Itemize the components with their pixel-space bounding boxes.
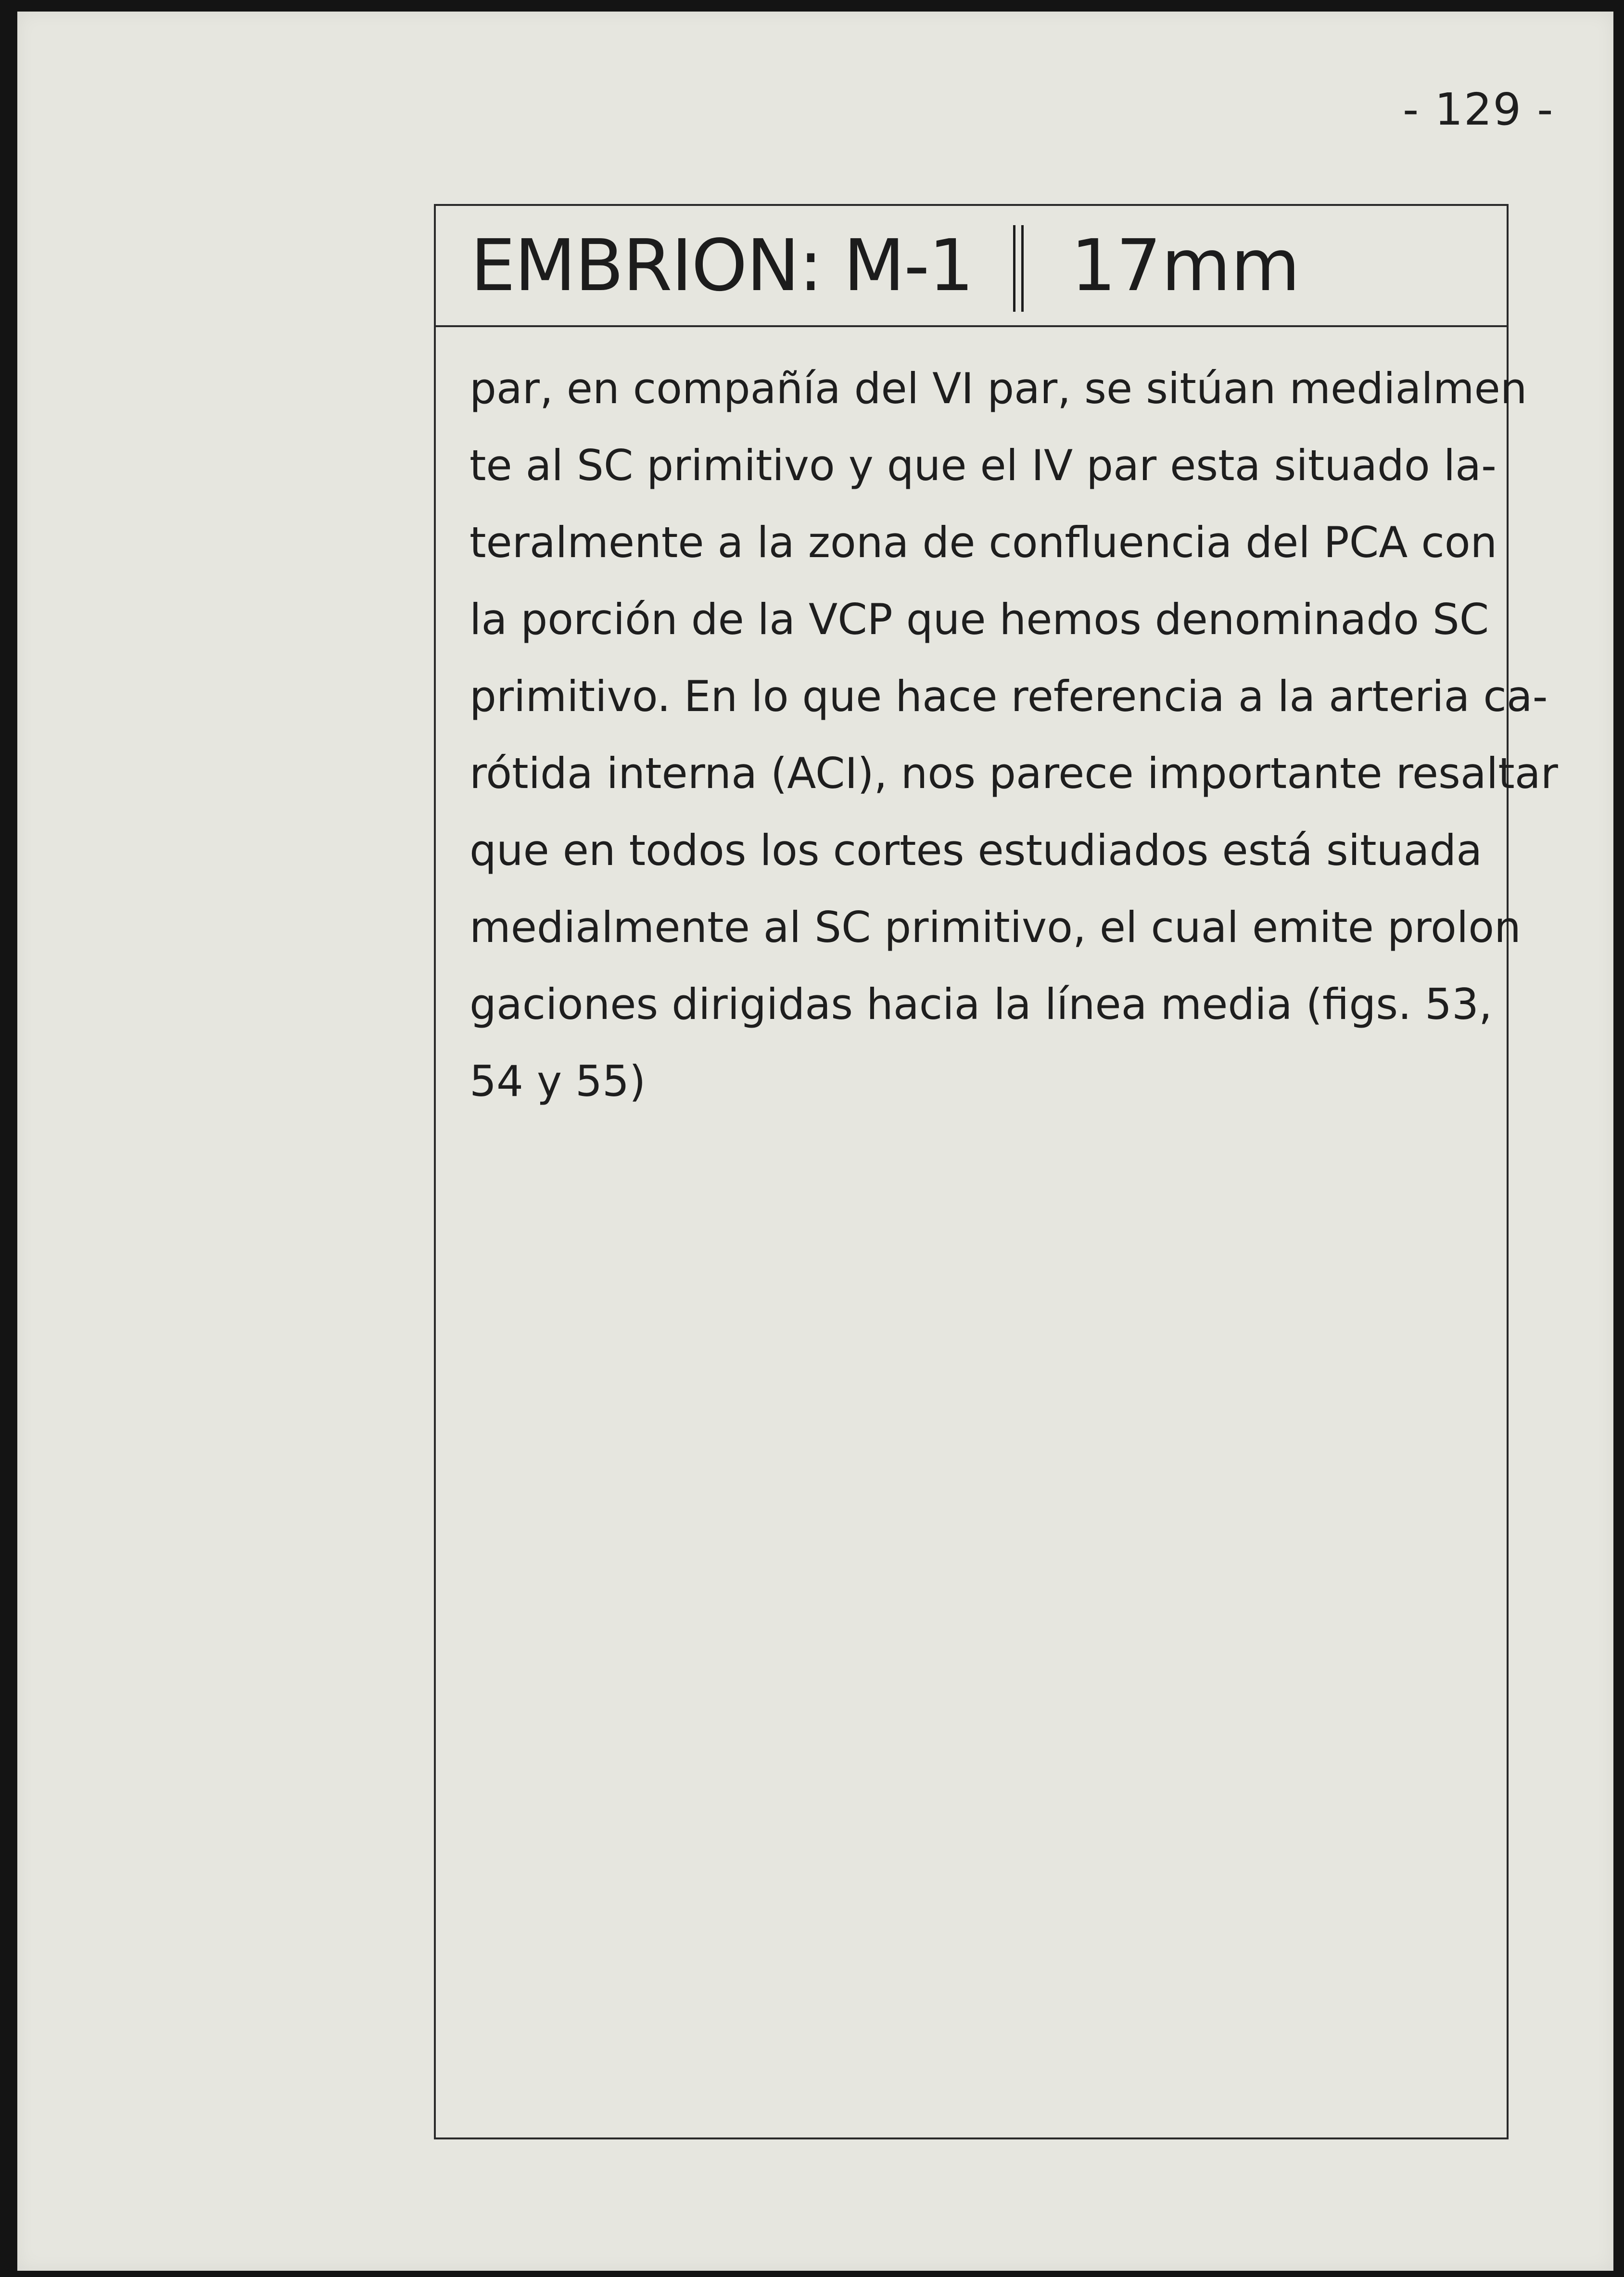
- body-text: [469, 350, 1558, 1120]
- text-line: teralmente a la zona de confluencia del PCA con: [469, 518, 1497, 567]
- text-line: que en todos los cortes estudiados está situada: [469, 826, 1483, 875]
- page-number: - 129 -: [1403, 84, 1554, 135]
- frame-header: [436, 206, 1507, 327]
- embryo-size: 17mm: [1071, 224, 1300, 307]
- text-line: 54 y 55): [469, 1056, 646, 1106]
- text-line: gaciones dirigidas hacia la línea media (figs. 53,: [469, 979, 1492, 1029]
- double-divider: [1013, 225, 1024, 312]
- text-line: la porción de la VCP que hemos denominado SC: [469, 595, 1489, 644]
- text-line: te al SC primitivo y que el IV par esta situado la-: [469, 441, 1497, 490]
- text-line: primitivo. En lo que hace referencia a la arteria ca-: [469, 672, 1548, 721]
- content-frame: [434, 204, 1558, 2139]
- embryo-label: EMBRION: M-1: [470, 224, 973, 307]
- text-line: rótida interna (ACI), nos parece importante resaltar: [469, 749, 1558, 798]
- text-line: par, en compañía del VI par, se sitúan medialmen: [469, 364, 1527, 413]
- paper-sheet: [17, 12, 1613, 2271]
- text-line: medialmente al SC primitivo, el cual emite prolon: [469, 903, 1521, 952]
